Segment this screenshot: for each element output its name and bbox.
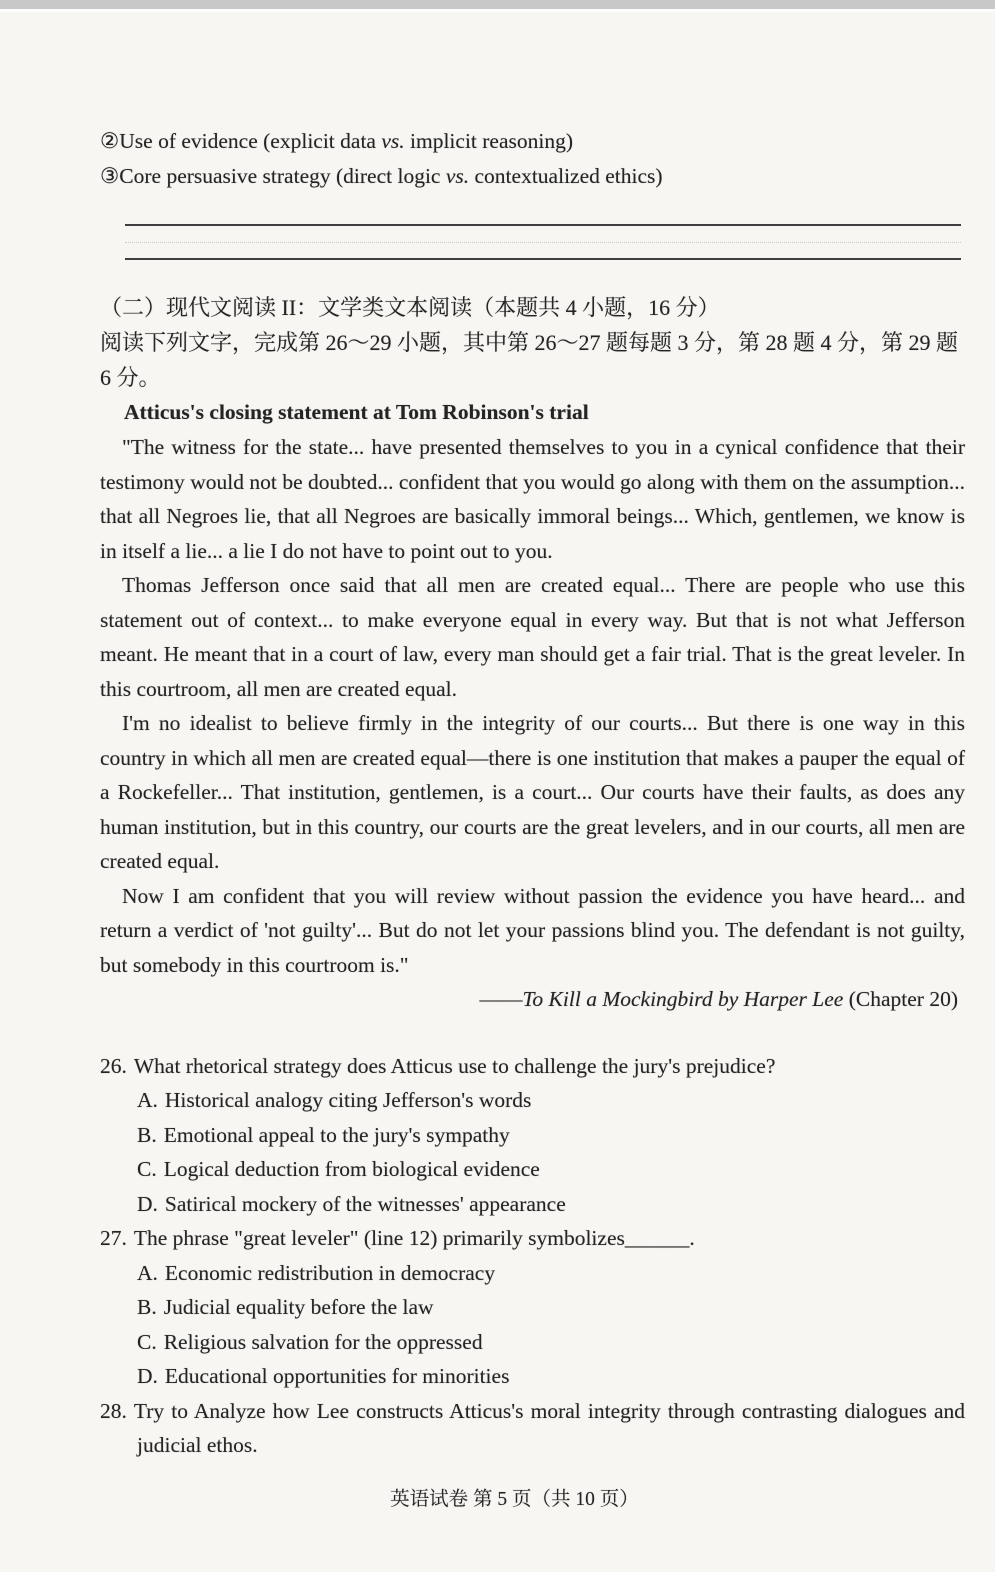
vs-italic: vs. xyxy=(445,164,470,188)
question-28-text: Try to Analyze how Lee constructs Atticus's moral integrity through contrasting dialogues and judicial ethos. xyxy=(133,1398,965,1457)
passage-paragraph-1: "The witness for the state... have presented themselves to you in a cynical confidence that their testimony would not be doubted... confident that you would go along with them on the assumption... that all Negroes lie, that all Negroes are basically immoral beings... Which, gentlemen, we know is in itself a lie... a lie I do not have to point out to you. xyxy=(100,435,965,563)
option-label: A. xyxy=(137,1260,158,1285)
analysis-point-3 xyxy=(100,159,965,194)
option-label: D. xyxy=(137,1364,158,1388)
passage-paragraph-2: Thomas Jefferson once said that all men are created equal... There are people who use this statement out of context... to make everyone equal in every way. But that is not what Jefferson meant. He meant that in a court of law, every man should get a fair trial. That is the great leveler. In this courtroom, all men are created equal. xyxy=(100,573,965,701)
analysis-point-2 xyxy=(100,124,965,159)
option-label: A. xyxy=(137,1088,158,1112)
question-27-option-b xyxy=(100,1290,965,1325)
questions-block xyxy=(100,1049,965,1463)
page-footer: 英语试卷 第 5 页（共 10 页） xyxy=(390,1488,639,1510)
exam-page xyxy=(0,12,995,1515)
analysis-point-3-tail: contextualized ethics) xyxy=(469,164,663,188)
passage-paragraph-4: Now I am confident that you will review without passion the evidence you have heard... and return a verdict of 'not guilty'... But do not let your passions blind you. The defendant is not guilty, but somebody in this courtroom is." xyxy=(100,883,965,977)
option-text: Historical analogy citing Jefferson's words xyxy=(164,1088,532,1112)
question-27-stem xyxy=(100,1221,965,1256)
option-text: Logical deduction from biological evidence xyxy=(163,1157,540,1181)
question-26-option-a xyxy=(100,1083,965,1118)
question-26-text: What rhetorical strategy does Atticus use to challenge the jury's prejudice? xyxy=(133,1053,776,1078)
attribution-source: To Kill a Mockingbird by Harper Lee xyxy=(522,987,844,1011)
option-label: B. xyxy=(137,1295,157,1319)
question-26-number: 26. xyxy=(100,1053,127,1078)
question-28-number: 28. xyxy=(100,1398,127,1423)
question-28-stem xyxy=(100,1394,965,1463)
question-26-option-b xyxy=(100,1118,965,1153)
option-text: Educational opportunities for minorities xyxy=(164,1364,510,1388)
question-26-stem xyxy=(100,1049,965,1084)
option-text: Judicial equality before the law xyxy=(163,1295,434,1319)
answer-blank-dotted-artifact xyxy=(125,242,961,243)
scan-top-edge xyxy=(0,0,995,12)
passage-paragraph-3: I'm no idealist to believe firmly in the integrity of our courts... But there is one way in this country in which all men are created equal—there is one institution that makes a pauper the equal of a Rockefeller... That institution, gentlemen, is a court... Our courts have their faults, as does any human institution, but in this country, our courts are the great levelers, and in our courts, all men are created equal. xyxy=(100,711,965,873)
question-26-option-d xyxy=(100,1187,965,1222)
option-text: Religious salvation for the oppressed xyxy=(163,1329,483,1354)
answer-blank-line-2 xyxy=(125,258,961,260)
attribution-dash: —— xyxy=(479,987,523,1011)
option-text: Economic redistribution in democracy xyxy=(164,1260,496,1285)
passage-title: Atticus's closing statement at Tom Robinson's trial xyxy=(124,400,589,424)
question-27-number: 27. xyxy=(100,1226,127,1250)
section-instructions: 阅读下列文字，完成第 26～29 小题，其中第 26～27 题每题 3 分，第 28 题 4 分，第 29 题 6 分。 xyxy=(100,330,959,390)
analysis-point-3-lead: ③Core persuasive strategy (direct logic xyxy=(100,164,446,188)
attribution-chapter: (Chapter 20) xyxy=(843,987,958,1011)
option-label: B. xyxy=(137,1122,157,1147)
option-label: C. xyxy=(137,1157,157,1181)
option-text: Emotional appeal to the jury's sympathy xyxy=(163,1122,510,1147)
section-heading: （二）现代文阅读 II：文学类文本阅读（本题共 4 小题，16 分） xyxy=(100,295,720,320)
vs-italic: vs. xyxy=(381,129,405,153)
option-label: C. xyxy=(137,1329,157,1354)
question-27-option-c xyxy=(100,1325,965,1360)
question-26-option-c xyxy=(100,1152,965,1187)
analysis-point-2-tail: implicit reasoning) xyxy=(404,129,574,153)
question-27-text: The phrase "great leveler" (line 12) primarily symbolizes______. xyxy=(133,1226,695,1250)
passage-attribution xyxy=(100,982,965,1017)
question-27-option-a xyxy=(100,1256,965,1291)
option-text: Satirical mockery of the witnesses' appearance xyxy=(164,1191,566,1216)
option-label: D. xyxy=(137,1191,158,1216)
answer-blank-line-1 xyxy=(125,224,961,226)
question-27-option-d xyxy=(100,1359,965,1394)
analysis-point-2-lead: ②Use of evidence (explicit data xyxy=(100,129,382,153)
